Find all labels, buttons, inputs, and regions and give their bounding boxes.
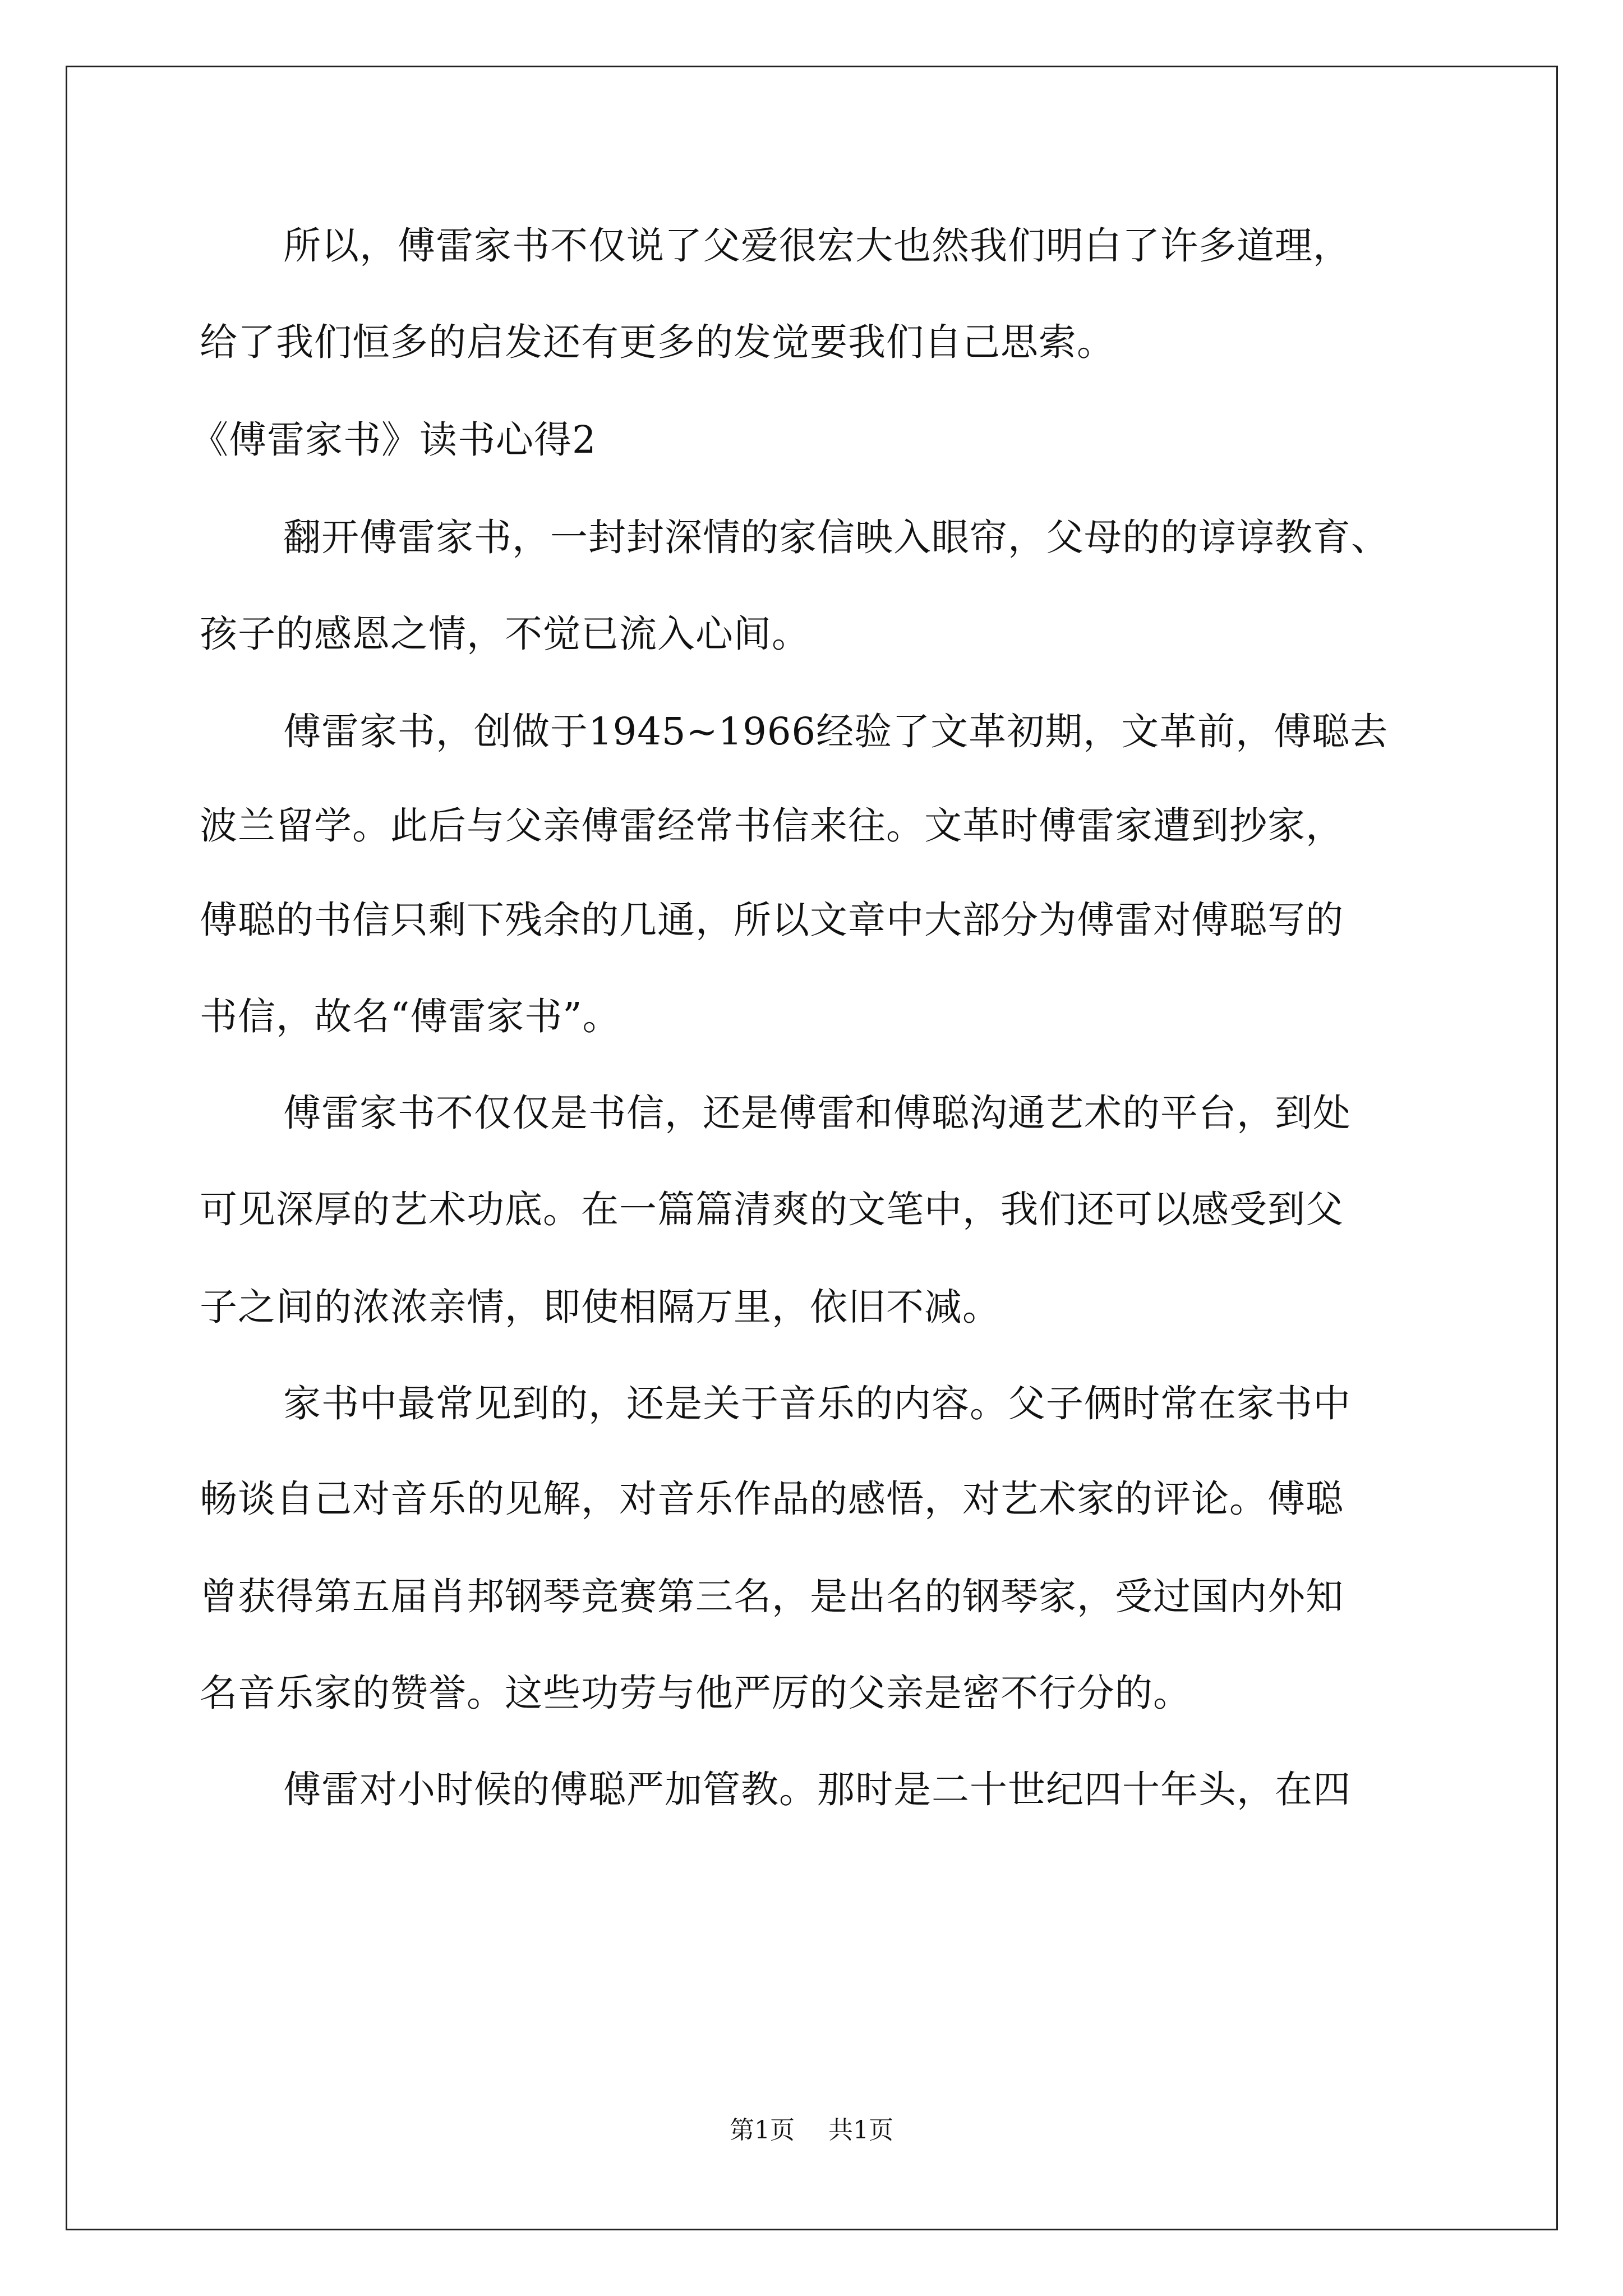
text-line: 书信，故名“傅雷家书”。 (200, 995, 621, 1038)
text-line: 子之间的浓浓亲情，即使相隔万里，依旧不减。 (200, 1285, 1000, 1329)
text-line: 孩子的感恩之情，不觉已流入心间。 (200, 612, 810, 656)
text-line: 曾获得第五届肖邦钢琴竞赛第三名，是出名的钢琴家，受过国内外知 (200, 1575, 1344, 1618)
text-line: 翻开傅雷家书，一封封深情的家信映入眼帘，父母的的谆谆教育、 (283, 516, 1389, 559)
page-border (66, 66, 1558, 2230)
text-line: 傅雷对小时候的傅聪严加管教。那时是二十世纪四十年头，在四 (283, 1768, 1351, 1811)
text-line: 所以，傅雷家书不仅说了父爱很宏大也然我们明白了许多道理， (283, 224, 1351, 268)
text-line: 畅谈自己对音乐的见解，对音乐作品的感悟，对艺术家的评论。傅聪 (200, 1477, 1344, 1521)
page-number: 第1页 (730, 2116, 795, 2145)
text-line: 可见深厚的艺术功底。在一篇篇清爽的文笔中，我们还可以感受到父 (200, 1188, 1344, 1231)
text-line: 家书中最常见到的，还是关于音乐的内容。父子俩时常在家书中 (283, 1382, 1351, 1425)
text-line: 傅雷家书，创做于1945~1966经验了文革初期，文革前，傅聪去 (283, 710, 1389, 753)
text-line: 傅雷家书不仅仅是书信，还是傅雷和傅聪沟通艺术的平台，到处 (283, 1091, 1351, 1135)
text-line: 名音乐家的赞誉。这些功劳与他严厉的父亲是密不行分的。 (200, 1671, 1191, 1715)
page-footer (0, 2115, 1623, 2146)
text-line: 傅聪的书信只剩下残余的几通，所以文章中大部分为傅雷对傅聪写的 (200, 898, 1344, 942)
text-line: 波兰留学。此后与父亲傅雷经常书信来往。文革时傅雷家遭到抄家， (200, 804, 1344, 848)
page-total: 共1页 (828, 2116, 893, 2145)
text-line: 给了我们恒多的启发还有更多的发觉要我们自己思索。 (200, 320, 1115, 364)
section-heading: 《傅雷家书》读书心得2 (191, 418, 597, 462)
